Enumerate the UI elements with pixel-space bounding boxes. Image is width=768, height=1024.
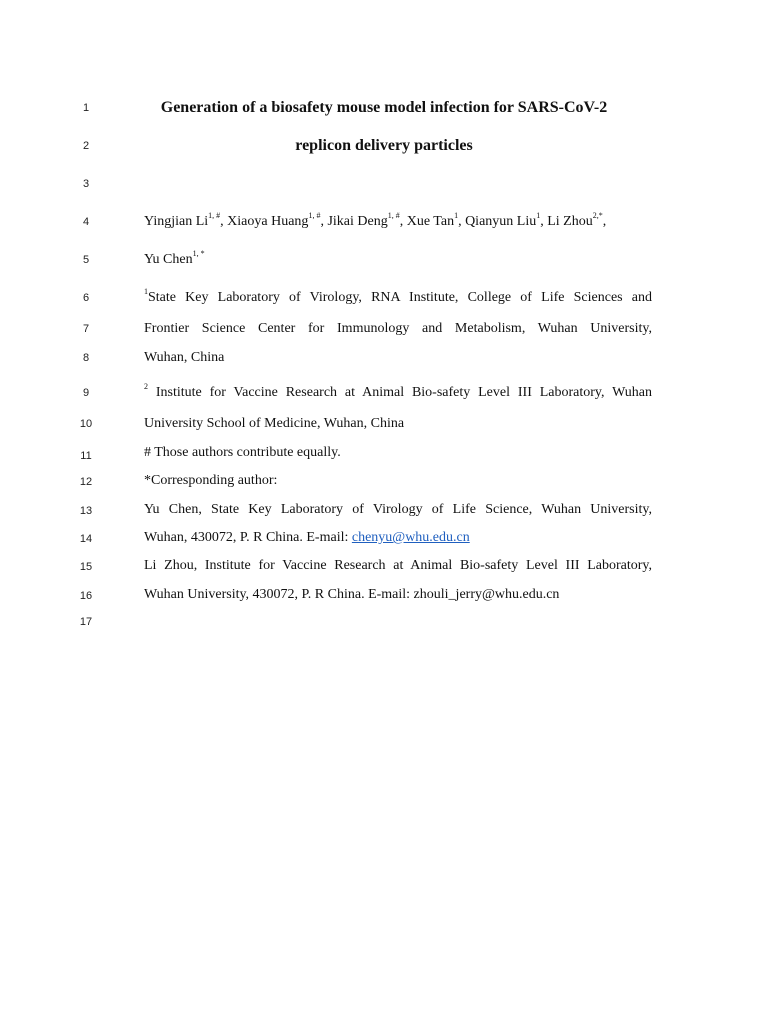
author-name: Yingjian Li (144, 214, 209, 229)
line-number-1: 1 (82, 102, 90, 114)
correspondence-chen-line-2: Wuhan, 430072, P. R China. E-mail: chenyu@whu.edu.cn (144, 530, 470, 545)
affiliation-1-line-3: Wuhan, China (144, 350, 225, 365)
line-number-3: 3 (82, 178, 90, 190)
line-number-10: 10 (79, 418, 93, 430)
author-affiliation-mark: 1 (536, 211, 541, 221)
author-affiliation-mark: 1 (454, 211, 459, 221)
correspondence-chen-line-1: Yu Chen, State Key Laboratory of Virology of Life Science, Wuhan University, (144, 502, 652, 517)
line-number-12: 12 (79, 476, 93, 488)
line-number-9: 9 (82, 387, 90, 399)
line-number-11: 11 (80, 450, 92, 462)
line-number-6: 6 (82, 292, 90, 304)
line-number-13: 13 (79, 505, 93, 517)
correspondence-zhou-line-2: Wuhan University, 430072, P. R China. E-mail: zhouli_jerry@whu.edu.cn (144, 587, 560, 602)
author-name: Yu Chen (144, 252, 193, 267)
author-name: Qianyun Liu (465, 214, 537, 229)
email-link[interactable]: chenyu@whu.edu.cn (351, 530, 470, 545)
affiliation-mark: 2 (144, 382, 148, 392)
line-number-8: 8 (82, 352, 90, 364)
paper-title-line-2: replicon delivery particles (295, 137, 473, 154)
author-name: Xiaoya Huang (227, 214, 309, 229)
author-name: Jikai Deng (327, 214, 388, 229)
line-number-7: 7 (82, 323, 90, 335)
line-number-2: 2 (82, 140, 90, 152)
corresponding-author-heading: *Corresponding author: (144, 473, 278, 488)
author-name: Li Zhou (547, 214, 593, 229)
author-affiliation-mark: 1, # (208, 211, 221, 221)
author-list: Yingjian $Li^{1, \#}$, Xiaoya Huang$^{1, \#}$, Jikai Deng$^{1, \#}$, Xue Tan$^1$, Qianyun Liu$^1$, Li Zhou$^{2,*}$, (144, 211, 607, 229)
correspondence-zhou-line-1: Li Zhou, Institute for Vaccine Research at Animal Bio-safety Level III Laboratory, (144, 558, 652, 573)
line-number-5: 5 (82, 254, 90, 266)
author-affiliation-mark: 1, # (308, 211, 321, 221)
equal-contribution-note: # Those authors contribute equally. (144, 445, 341, 460)
affiliation-2-line-2: University School of Medicine, Wuhan, China (144, 416, 405, 431)
paper-title-line-1: Generation of a biosafety mouse model infection for SARS-CoV-2 (160, 99, 608, 116)
line-number-16: 16 (79, 590, 93, 602)
affiliation-mark: 1 (144, 287, 148, 297)
author-affiliation-mark: 1, * (192, 249, 205, 259)
affiliation-1-line-1: $^1$State Key Laboratory of Virology, RNA Institute, College of Life Sciences and (144, 287, 652, 305)
line-number-15: 15 (79, 561, 93, 573)
line-number-17: 17 (79, 616, 93, 628)
line-number-4: 4 (82, 216, 90, 228)
author-list-continued (144, 251, 652, 269)
line-number-14: 14 (79, 533, 93, 545)
affiliation-2-line-1: $^2$ Institute for Vaccine Research at Animal Bio-safety Level III Laboratory, Wuhan (144, 382, 652, 400)
author-affiliation-mark: 1, # (387, 211, 400, 221)
affiliation-1-line-2: Frontier Science Center for Immunology and Metabolism, Wuhan University, (144, 321, 652, 336)
author-affiliation-mark: 2,* (592, 211, 603, 221)
author-name: Xue Tan (406, 214, 455, 229)
